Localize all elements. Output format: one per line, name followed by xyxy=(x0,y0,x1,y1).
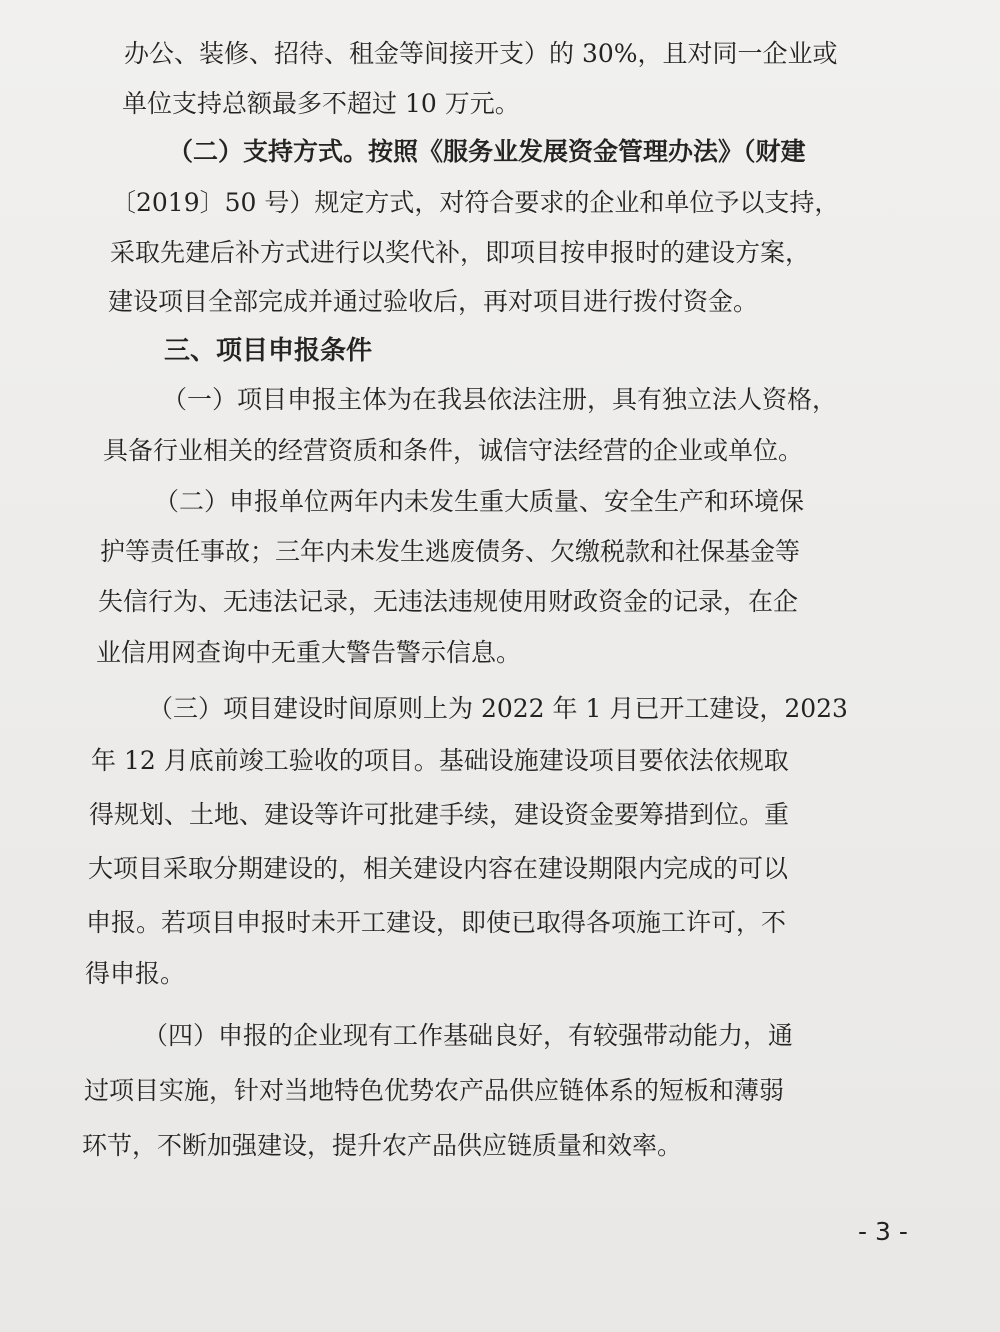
text-line: 得规划、土地、建设等许可批建手续，建设资金要筹措到位。重 xyxy=(89,800,790,829)
text-line: 建设项目全部完成并通过验收后，再对项目进行拨付资金。 xyxy=(108,287,759,316)
text-line: （二）支持方式。按照《服务业发展资金管理办法》（财建 xyxy=(168,137,806,166)
text-line: （三）项目建设时间原则上为 2022 年 1 月已开工建设，2023 xyxy=(148,694,848,723)
text-line: 业信用网查询中无重大警告警示信息。 xyxy=(96,638,522,667)
text-line: （四）申报的企业现有工作基础良好，有较强带动能力，通 xyxy=(143,1021,794,1050)
text-line: 申报。若项目申报时未开工建设，即使已取得各项施工许可，不 xyxy=(86,908,787,937)
text-line: （一）项目申报主体为在我县依法注册，具有独立法人资格， xyxy=(162,385,838,414)
text-line: 失信行为、无违法记录，无违法违规使用财政资金的记录，在企 xyxy=(98,587,799,616)
text-line: 大项目采取分期建设的，相关建设内容在建设期限内完成的可以 xyxy=(88,854,789,883)
text-line: 单位支持总额最多不超过 10 万元。 xyxy=(122,89,520,118)
text-line: 得申报。 xyxy=(85,959,186,988)
text-line: 具备行业相关的经营资质和条件，诚信守法经营的企业或单位。 xyxy=(103,436,804,465)
text-line: 办公、装修、招待、租金等间接开支）的 30%，且对同一企业或 xyxy=(124,39,838,68)
page-number: - 3 - xyxy=(858,1217,908,1246)
text-line: 〔2019〕50 号）规定方式，对符合要求的企业和单位予以支持， xyxy=(111,188,840,217)
text-line: （二）申报单位两年内未发生重大质量、安全生产和环境保 xyxy=(154,487,805,516)
section-heading: 三、项目申报条件 xyxy=(164,336,373,366)
text-line: 年 12 月底前竣工验收的项目。基础设施建设项目要依法依规取 xyxy=(91,746,789,775)
text-line: 过项目实施，针对当地特色优势农产品供应链体系的短板和薄弱 xyxy=(84,1076,785,1105)
text-line: 采取先建后补方式进行以奖代补，即项目按申报时的建设方案， xyxy=(110,238,811,267)
text-line: 护等责任事故；三年内未发生逃废债务、欠缴税款和社保基金等 xyxy=(100,537,801,566)
text-line: 环节，不断加强建设，提升农产品供应链质量和效率。 xyxy=(82,1131,683,1160)
